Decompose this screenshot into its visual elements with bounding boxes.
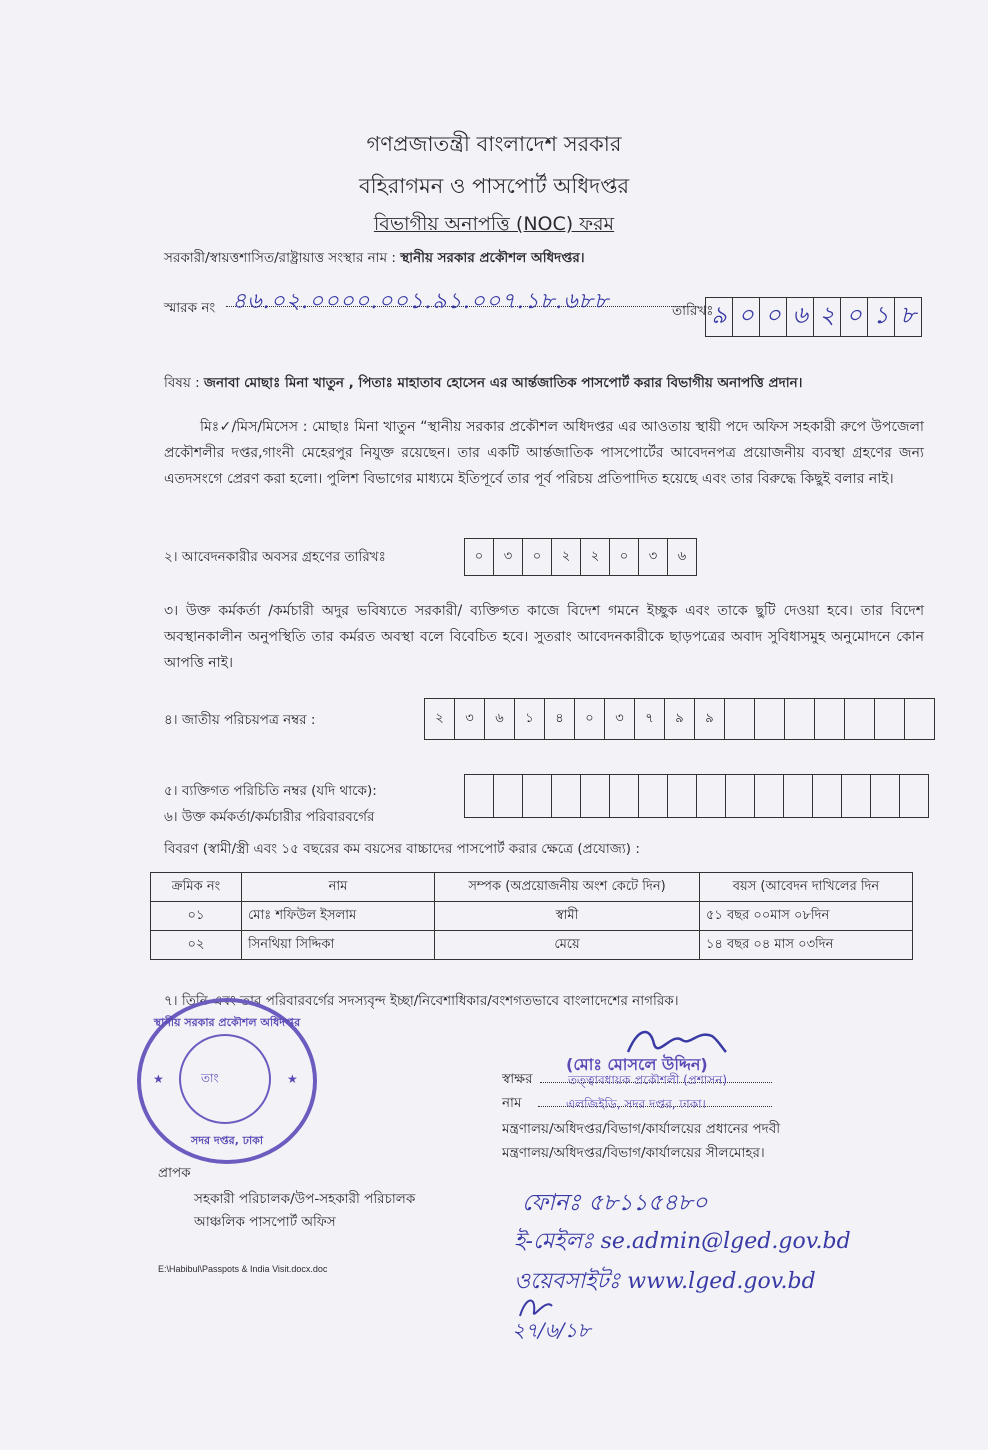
handwritten-email: ই-মেইলঃ se.admin@lged.gov.bd bbox=[514, 1229, 851, 1254]
retirement-date-boxes bbox=[464, 538, 697, 576]
subject-line bbox=[164, 372, 803, 395]
retire-digit: ৩ bbox=[494, 539, 523, 575]
table-row bbox=[151, 902, 913, 931]
citizenship-line: ৭। তিনি এবং তার পরিবারবর্গের সদস্যবৃন্দ ইচ্ছা/নিবেশাধিকার/বংশগতভাবে বাংলাদেশের নাগরিক। bbox=[164, 993, 679, 1009]
pid-box bbox=[465, 775, 494, 817]
date-digit: ০ bbox=[841, 298, 868, 336]
retire-digit: ০ bbox=[523, 539, 552, 575]
retire-digit: ২ bbox=[552, 539, 581, 575]
retire-digit: ৩ bbox=[639, 539, 668, 575]
date-digit: ০ bbox=[760, 298, 787, 336]
pid-box bbox=[871, 775, 900, 817]
sign-label: স্বাক্ষর bbox=[502, 1071, 533, 1087]
org-label: সরকারী/স্বায়ত্তশাসিত/রাষ্ট্রায়াত্ত সংস্থার নাম : bbox=[164, 250, 396, 266]
pid-box bbox=[784, 775, 813, 817]
pid-box bbox=[813, 775, 842, 817]
nid-digit: ৬ bbox=[485, 699, 515, 739]
table-header: ক্রমিক নং bbox=[151, 873, 242, 902]
file-path: E:\Habibul\Passpots & India Visit.docx.doc bbox=[158, 1264, 328, 1274]
subject-text: জনাবা মোছাঃ মিনা খাতুন , পিতাঃ মাহাতাব হোসেন এর আর্ন্তজাতিক পাসপোর্ট করার বিভাগীয় অনাপত্তি প্রদান। bbox=[203, 375, 803, 391]
nid-digit bbox=[815, 699, 845, 739]
family-label-1: ৬। উক্ত কর্মকর্তা/কর্মচারীর পরিবারবর্গের bbox=[164, 809, 375, 825]
memo-date-boxes bbox=[705, 297, 922, 337]
date-digit: ৮ bbox=[900, 301, 916, 329]
seal-line: মন্ত্রণালয়/অধিদপ্তর/বিভাগ/কার্যালয়ের সীলমোহর। bbox=[502, 1145, 765, 1161]
nid-boxes bbox=[424, 698, 935, 740]
seal-star-icon: ★ bbox=[153, 1072, 164, 1086]
pid-box bbox=[842, 775, 871, 817]
handwritten-phone: ফোনঃ ৫৮১১৫৪৮০ bbox=[522, 1190, 708, 1216]
pid-box bbox=[610, 775, 639, 817]
pid-box bbox=[639, 775, 668, 817]
seal-star-icon: ★ bbox=[287, 1072, 298, 1086]
table-cell: স্বামী bbox=[435, 902, 700, 931]
date-digit: ০ bbox=[733, 298, 760, 336]
govt-title: গণপ্রজাতন্ত্রী বাংলাদেশ সরকার bbox=[366, 132, 622, 156]
nid-digit: ৩ bbox=[605, 699, 635, 739]
paragraph-1: মিঃ✓/মিস/মিসেস : মোছাঃ মিনা খাতুন “স্থানীয় সরকার প্রকৌশল অধিদপ্তর এর আওতায় স্থায়ী পদে অফিস সহকারী রুপে উপজেলা প্রকৌশলীর দপ্তর,গাংনী মেহেরপুর নিযুক্ত রয়েছেন। তার একটি আর্ন্তজাতিক পাসপোর্টের আবেদনপত্র প্রয়োজনীয় ব্যবস্থা গ্রহণের জন্য এতদসংগে প্রেরণ করা হলো। পুলিশ বিভাগের মাধ্যমে ইতিপূর্বে তার পূর্ব পরিচয় প্রতিপাদিত হয়েছে এবং তার বিরুদ্ধে কিছুই বলার নাই। bbox=[164, 419, 924, 487]
pid-box bbox=[755, 775, 784, 817]
date-digit: ৯ bbox=[706, 298, 733, 336]
memo-label: স্মারক নং bbox=[164, 300, 216, 316]
table-cell: ০২ bbox=[151, 931, 242, 960]
nid-digit: ০ bbox=[575, 699, 605, 739]
pid-box bbox=[494, 775, 523, 817]
table-cell: ১৪ বছর ০৪ মাস ০৩দিন bbox=[700, 931, 913, 960]
table-cell: মেয়ে bbox=[435, 931, 700, 960]
org-value: স্থানীয় সরকার প্রকৌশল অধিদপ্তর। bbox=[400, 250, 585, 266]
pid-box bbox=[697, 775, 726, 817]
nid-digit bbox=[755, 699, 785, 739]
nid-digit bbox=[845, 699, 875, 739]
table-cell: ৫১ বছর ০০মাস ০৮দিন bbox=[700, 902, 913, 931]
pid-box bbox=[523, 775, 552, 817]
table-cell: মোঃ শফিউল ইসলাম bbox=[242, 902, 435, 931]
office-seal bbox=[137, 998, 317, 1164]
form-title: বিভাগীয় অনাপত্তি (NOC) ফরম bbox=[373, 213, 615, 235]
nid-digit: ৩ bbox=[455, 699, 485, 739]
nid-digit: ৭ bbox=[635, 699, 665, 739]
retire-digit: ০ bbox=[465, 539, 494, 575]
recipient-label: প্রাপক bbox=[158, 1165, 191, 1181]
recipient-line-1: সহকারী পরিচালক/উপ-সহকারী পরিচালক bbox=[194, 1191, 416, 1207]
seal-bottom-text: সদর দপ্তর, ঢাকা bbox=[190, 1134, 264, 1147]
table-header: বয়স (আবেদন দাখিলের দিন bbox=[700, 873, 913, 902]
head-designation-line: মন্ত্রণালয়/অধিদপ্তর/বিভাগ/কার্যালয়ের প্রধানের পদবী bbox=[502, 1121, 781, 1137]
pid-box bbox=[668, 775, 697, 817]
table-cell: ০১ bbox=[151, 902, 242, 931]
org-line bbox=[164, 247, 585, 270]
paragraph-3: ৩। উক্ত কর্মকর্তা /কর্মচারী অদুর ভবিষ্যতে সরকারী/ ব্যক্তিগত কাজে বিদেশ গমনে ইচ্ছুক এবং তাকে ছুটি দেওয়া হবে। তার বিদেশ অবস্থানকালীন অনুপস্থিতি তার কর্মরত অবস্থা বলে বিবেচিত হবে। সুতরাং আবেদনকারীকে ছাড়পত্রের অবাদ সুবিধাসমুহ অনুমোদনে কোন আপত্তি নাই। bbox=[164, 603, 924, 671]
table-header-row bbox=[151, 873, 913, 902]
signatory-name-stamp: (মোঃ মোসলে উদ্দিন) bbox=[566, 1055, 708, 1074]
retire-digit: ০ bbox=[610, 539, 639, 575]
pid-box bbox=[552, 775, 581, 817]
seal-inner-ring bbox=[179, 1034, 271, 1124]
date-digit: ৬ bbox=[787, 298, 814, 336]
nid-digit bbox=[905, 699, 934, 739]
department-title: বহিরাগমন ও পাসপোর্ট অধিদপ্তর bbox=[358, 174, 630, 198]
subject-label: বিষয় : bbox=[164, 375, 200, 391]
retirement-date-label: ২। আবেদনকারীর অবসর গ্রহণের তারিখঃ bbox=[164, 549, 386, 565]
memo-number: ৪৬.০২.০০০০.০০১.৯১.০০৭.১৮.৬৮৮ bbox=[232, 289, 610, 314]
nid-digit bbox=[875, 699, 905, 739]
date-digit: ২ bbox=[814, 298, 841, 336]
seal-top-text: স্থানীয় সরকার প্রকৌশল অধিদপ্তর bbox=[153, 1016, 301, 1029]
handwritten-initial-date: ২৭/৬/১৮ bbox=[512, 1318, 591, 1342]
handwritten-website: ওয়েবসাইটঃ www.lged.gov.bd bbox=[514, 1269, 816, 1294]
office-stamp: এলজিইডি, সদর দপ্তর, ঢাকা। bbox=[566, 1097, 706, 1111]
family-table bbox=[150, 872, 913, 960]
retire-digit: ২ bbox=[581, 539, 610, 575]
seal-date-label: তাং bbox=[201, 1071, 219, 1085]
table-header: নাম bbox=[242, 873, 435, 902]
family-label-2: বিবরণ (স্বামী/স্ত্রী এবং ১৫ বছরের কম বয়সের বাচ্চাদের পাসপোর্ট করার ক্ষেত্রে (প্রযোজ্য) : bbox=[164, 841, 640, 857]
nid-digit: ২ bbox=[425, 699, 455, 739]
nid-digit: ৯ bbox=[665, 699, 695, 739]
nid-digit: ৯ bbox=[695, 699, 725, 739]
personal-id-label: ৫। ব্যক্তিগত পরিচিতি নম্বর (যদি থাকে): bbox=[164, 783, 377, 799]
table-row bbox=[151, 931, 913, 960]
pid-box bbox=[726, 775, 755, 817]
personal-id-boxes bbox=[464, 774, 929, 818]
nid-digit: ৪ bbox=[545, 699, 575, 739]
pid-box bbox=[581, 775, 610, 817]
date-digit: ১ bbox=[868, 298, 895, 336]
nid-digit: ১ bbox=[515, 699, 545, 739]
retire-digit: ৬ bbox=[677, 548, 687, 564]
memo-date-label: তারিখঃ bbox=[672, 303, 714, 319]
name-label: নাম bbox=[502, 1095, 522, 1111]
nid-digit bbox=[725, 699, 755, 739]
nid-digit bbox=[785, 699, 815, 739]
recipient-line-2: আঞ্চলিক পাসপোর্ট অফিস bbox=[194, 1214, 336, 1230]
table-header: সম্পক (অপ্রয়োজনীয় অংশ কেটে দিন) bbox=[435, 873, 700, 902]
designation-stamp: তত্ত্বাবধায়ক প্রকৌশলী (প্রশাসন) bbox=[568, 1073, 728, 1087]
nid-label: ৪। জাতীয় পরিচয়পত্র নম্বর : bbox=[164, 712, 316, 728]
pid-box bbox=[900, 775, 928, 817]
table-cell: সিনথিয়া সিদ্দিকা bbox=[242, 931, 435, 960]
